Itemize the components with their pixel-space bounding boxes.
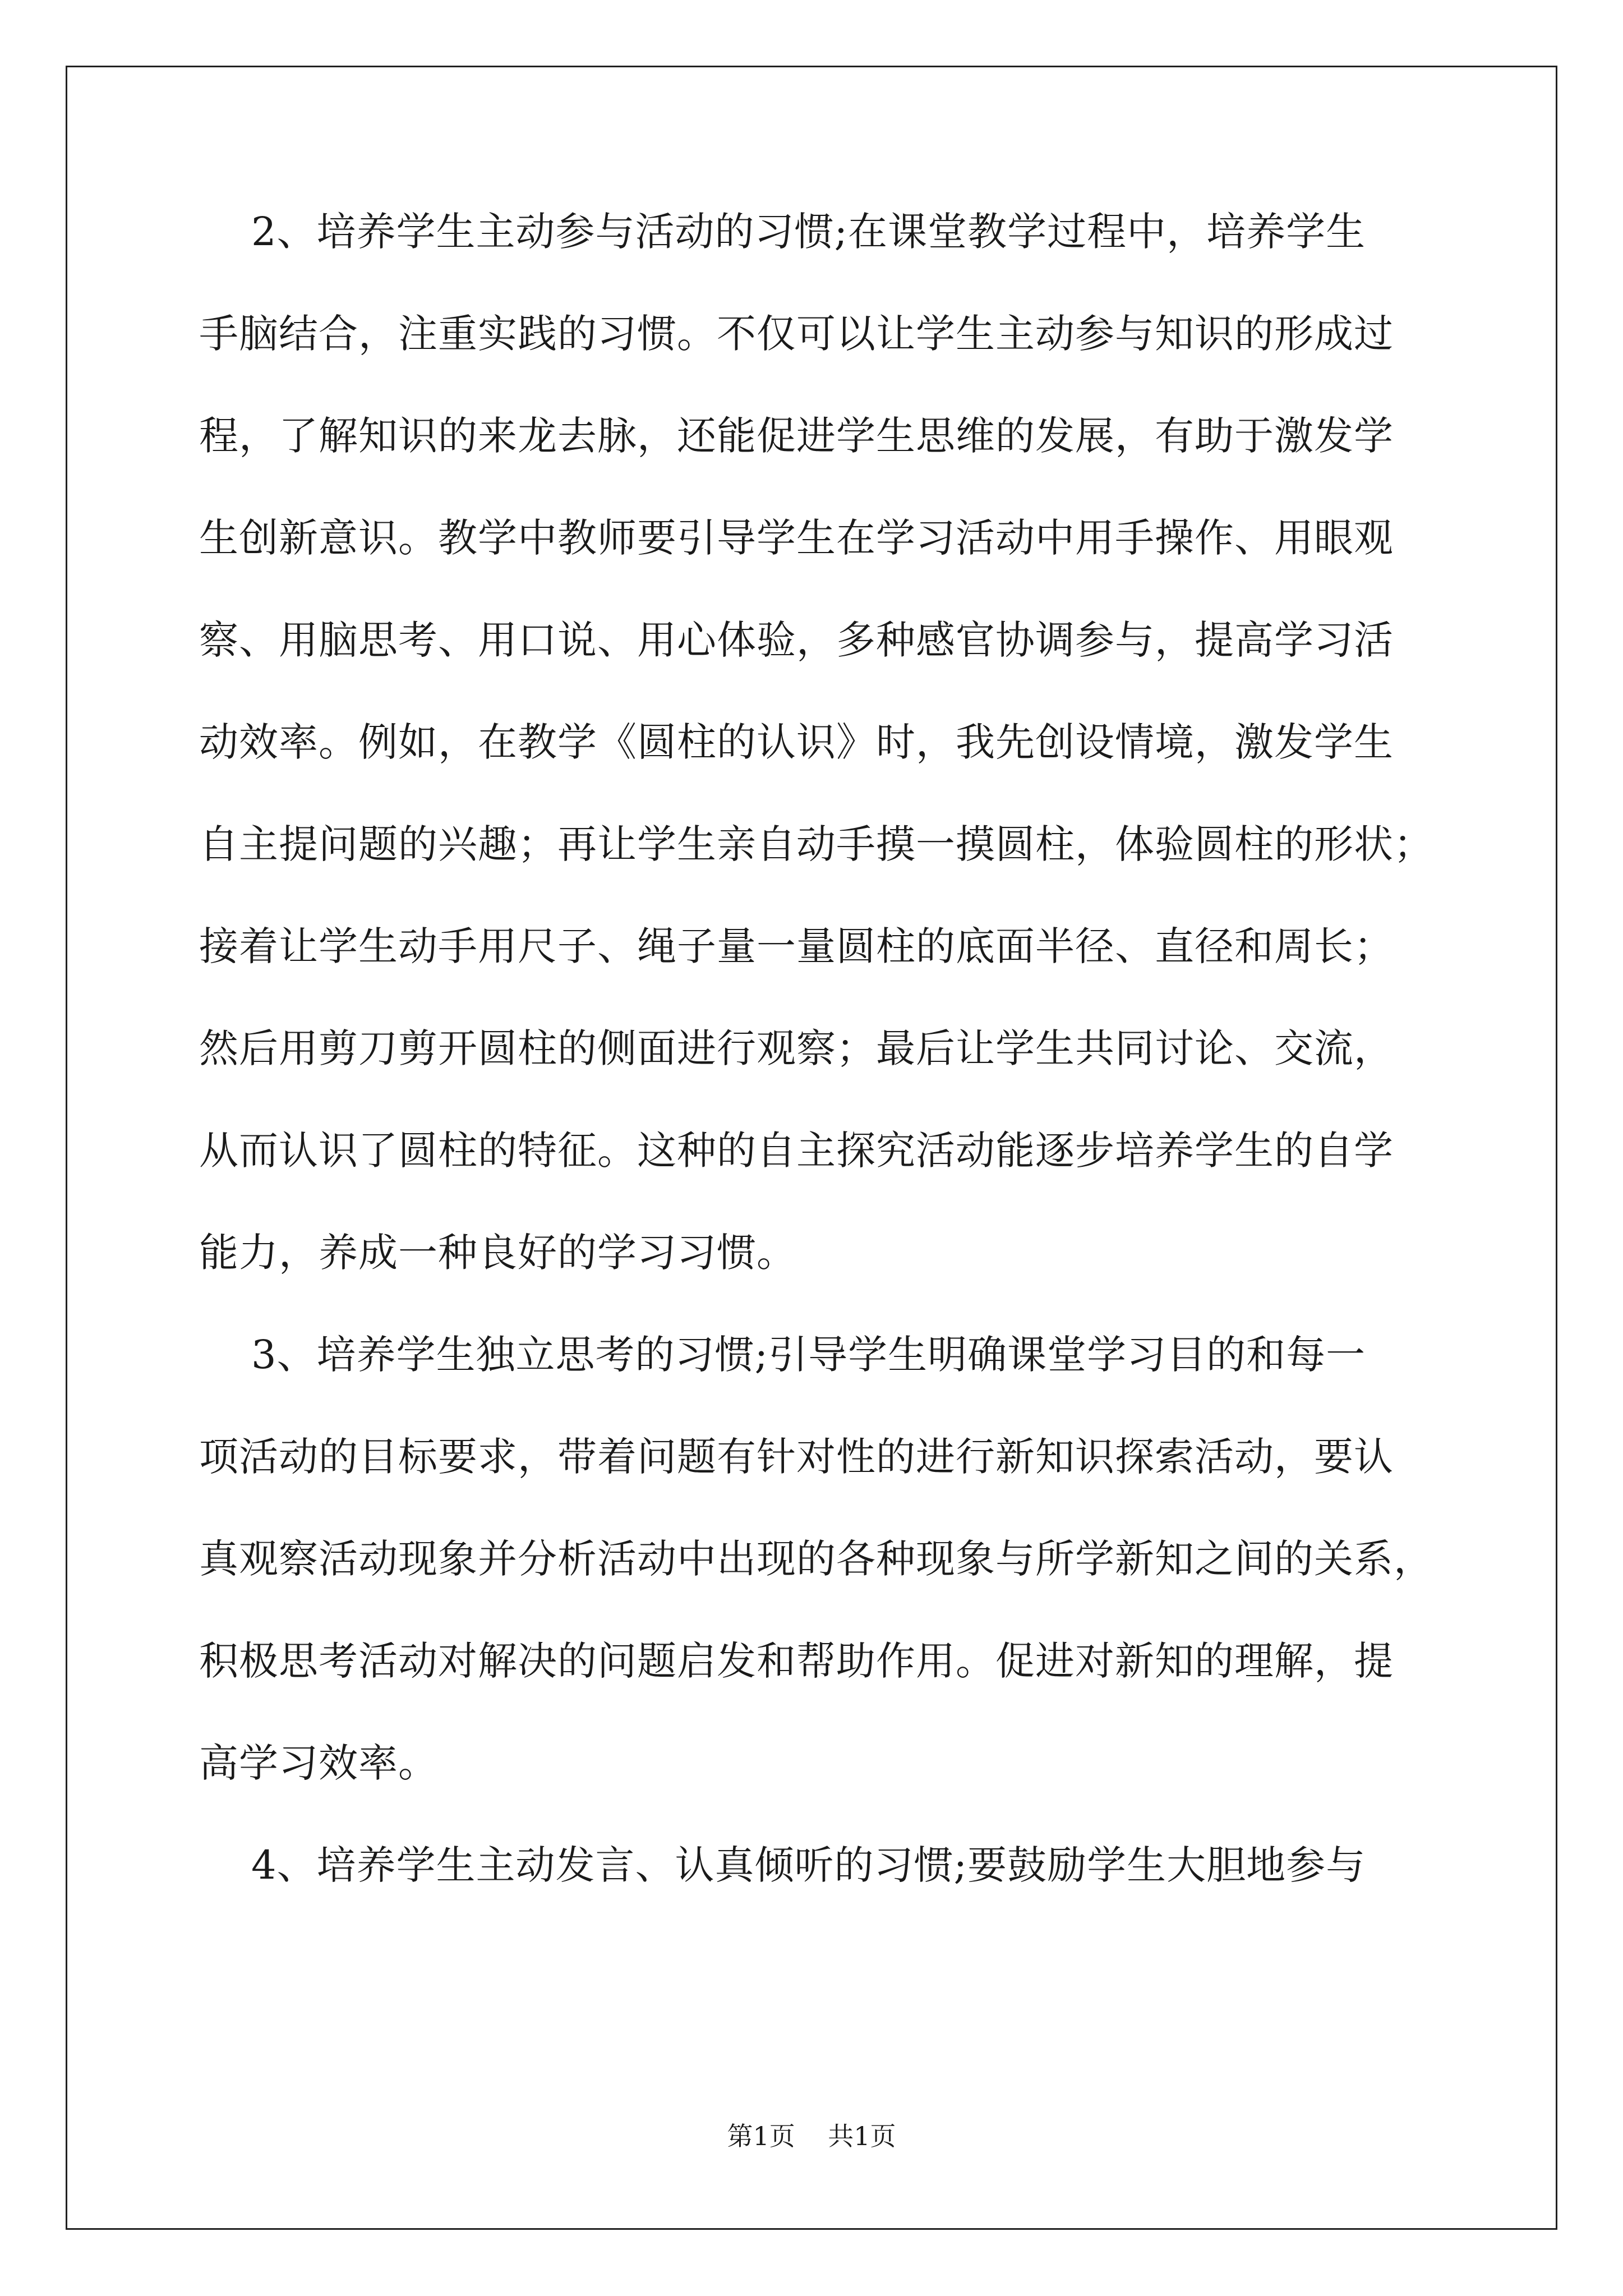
page-footer (0, 2120, 1623, 2152)
document-body (199, 208, 1433, 1943)
text-line: 积极思考活动对解决的问题启发和帮助作用。促进对新知的理解，提 (199, 1638, 1394, 1684)
text-line: 自主提问题的兴趣；再让学生亲自动手摸一摸圆柱，体验圆柱的形状； (199, 821, 1433, 867)
text-line: 项活动的目标要求，带着问题有针对性的进行新知识探索活动，要认 (199, 1434, 1394, 1480)
text-line: 手脑结合，注重实践的习惯。不仅可以让学生主动参与知识的形成过 (199, 311, 1394, 357)
text-line: 高学习效率。 (199, 1740, 438, 1786)
page-number: 第1页 (727, 2121, 795, 2151)
text-line: 生创新意识。教学中教师要引导学生在学习活动中用手操作、用眼观 (199, 515, 1394, 561)
text-line: 真观察活动现象并分析活动中出现的各种现象与所学新知之间的关系， (199, 1536, 1433, 1582)
text-line: 4、培养学生主动发言、认真倾听的习惯;要鼓励学生大胆地参与 (199, 1842, 1366, 1888)
text-line: 程，了解知识的来龙去脉，还能促进学生思维的发展，有助于激发学 (199, 413, 1394, 459)
text-line: 动效率。例如，在教学《圆柱的认识》时，我先创设情境，激发学生 (199, 719, 1394, 765)
text-line: 3、培养学生独立思考的习惯;引导学生明确课堂学习目的和每一 (199, 1332, 1366, 1378)
page-total: 共1页 (828, 2121, 896, 2151)
text-line: 从而认识了圆柱的特征。这种的自主探究活动能逐步培养学生的自学 (199, 1128, 1394, 1174)
text-line: 接着让学生动手用尺子、绳子量一量圆柱的底面半径、直径和周长； (199, 923, 1394, 969)
text-line: 察、用脑思考、用口说、用心体验，多种感官协调参与，提高学习活 (199, 617, 1394, 663)
text-line: 能力，养成一种良好的学习习惯。 (199, 1230, 796, 1276)
text-line: 2、培养学生主动参与活动的习惯;在课堂教学过程中，培养学生 (199, 209, 1366, 255)
text-line: 然后用剪刀剪开圆柱的侧面进行观察；最后让学生共同讨论、交流， (199, 1025, 1394, 1071)
